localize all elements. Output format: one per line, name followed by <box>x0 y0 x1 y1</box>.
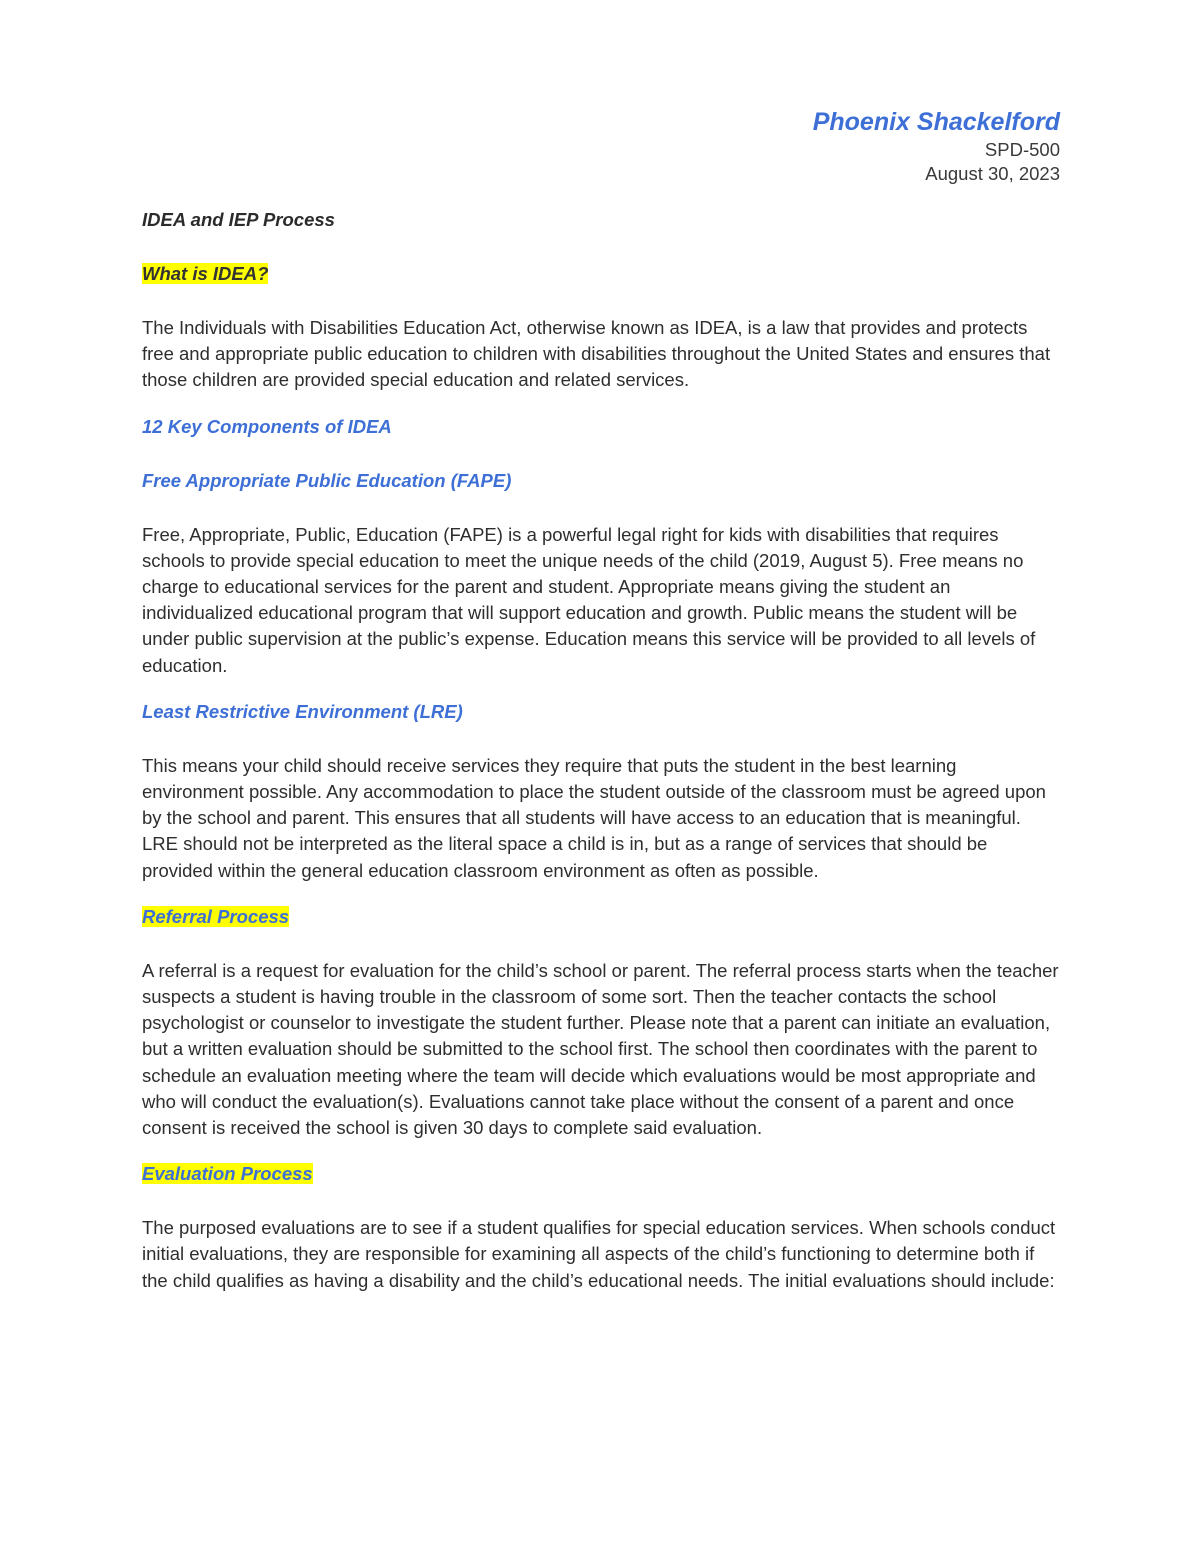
paragraph-evaluation: The purposed evaluations are to see if a student qualifies for special education services. When schools conduct initial evaluations, they are responsible for examining all aspects of the child’s functioning to determine both if the child qualifies as having a disability and the child’s educational needs. The initial evaluations should include: <box>142 1217 1056 1291</box>
author-name: Phoenix Shackelford <box>812 108 1060 136</box>
paragraph-referral: A referral is a request for evaluation for the child’s school or parent. The referral process starts when the teacher suspects a student is having trouble in the classroom of some sort. Then the teacher contacts the school psychologist or counselor to investigate the student further. Please note that a parent can initiate an evaluation, but a written evaluation should be submitted to the school first. The school then coordinates with the parent to schedule an evaluation meeting where the team will decide which evaluations would be most appropriate and who will conduct the evaluation(s). Evaluations cannot take place without the consent of a parent and once consent is received the school is given 30 days to complete said evaluation. <box>142 959 1059 1139</box>
heading-evaluation-text: Evaluation Process <box>142 1163 313 1185</box>
heading-what-is-idea <box>142 259 1060 289</box>
heading-referral <box>142 902 1060 932</box>
paragraph-fape: Free, Appropriate, Public, Education (FAPE) is a powerful legal right for kids with disabilities that requires schools to provide special education to meet the unique needs of the child (2019, August 5). Free means no charge to educational services for the parent and student. Appropriate means giving the student an individualized educational program that will support education and growth. Public means the student will be under public supervision at the public’s expense. Education means this service will be provided to all levels of education. <box>142 523 1036 676</box>
course-code: SPD-500 <box>984 139 1060 160</box>
document-title: IDEA and IEP Process <box>142 209 335 230</box>
document-date: August 30, 2023 <box>925 163 1060 184</box>
paragraph-what-is-idea: The Individuals with Disabilities Education Act, otherwise known as IDEA, is a law that provides and protects free and appropriate public education to children with disabilities throughout the United States and ensures that those children are provided special education and related services. <box>142 317 1051 391</box>
heading-key-components: 12 Key Components of IDEA <box>142 415 392 437</box>
heading-fape: Free Appropriate Public Education (FAPE) <box>142 469 512 491</box>
paragraph-lre: This means your child should receive services they require that puts the student in the best learning environment possible. Any accommodation to place the student outside of the classroom must be agreed upon by the school and parent. This ensures that all students will have access to an education that is meaningful. LRE should not be interpreted as the literal space a child is in, but as a range of services that should be provided within the general education classroom environment as often as possible. <box>142 754 1046 881</box>
heading-evaluation <box>142 1159 1060 1189</box>
heading-what-is-idea-text: What is IDEA? <box>142 263 269 284</box>
document-body <box>142 205 1060 1294</box>
heading-lre: Least Restrictive Environment (LRE) <box>142 700 463 722</box>
heading-referral-text: Referral Process <box>142 905 290 927</box>
document-header <box>560 106 1060 186</box>
